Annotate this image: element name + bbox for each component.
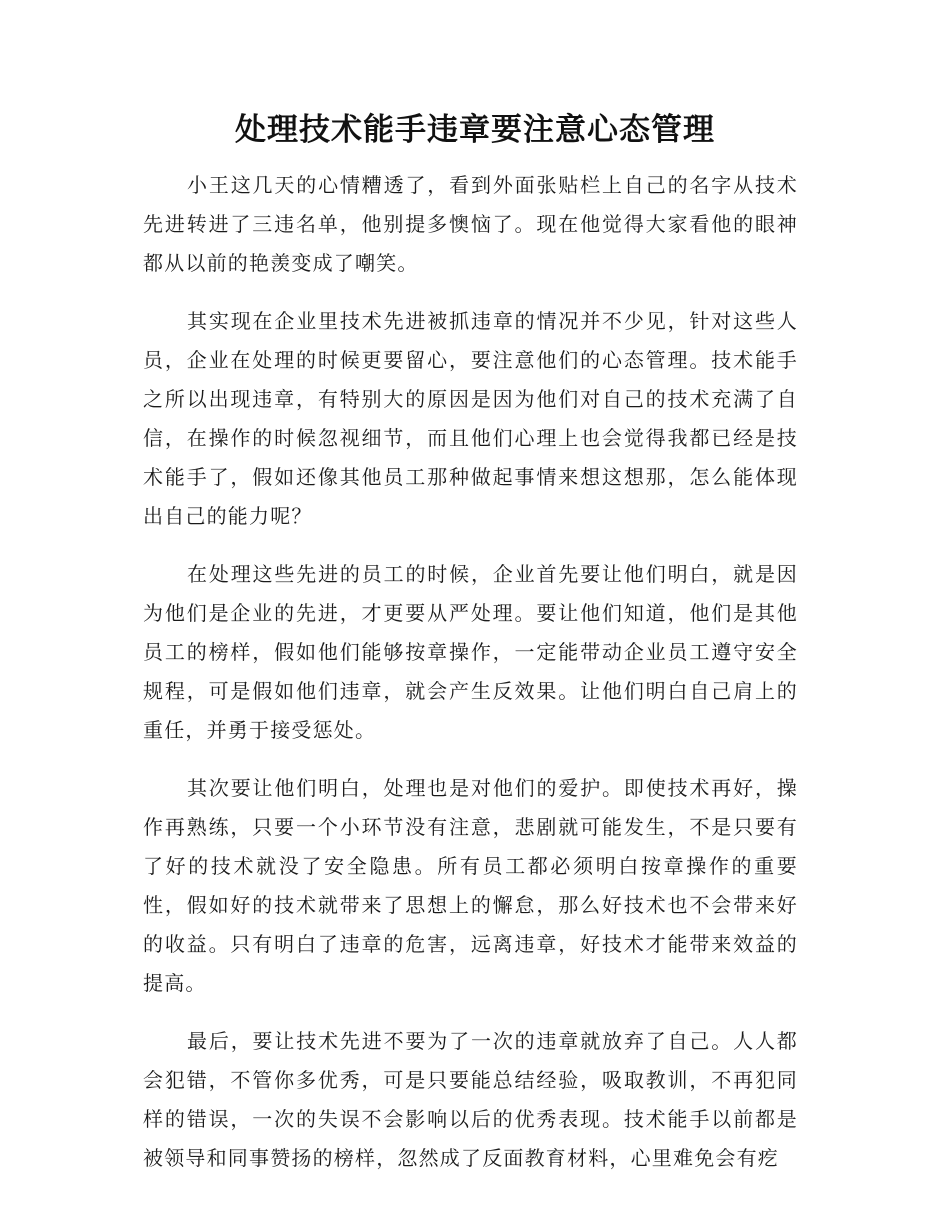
paragraph-1: 小王这几天的心情糟透了，看到外面张贴栏上自己的名字从技术先进转进了三违名单，他别提多懊恼了。现在他觉得大家看他的眼神都从以前的艳羡变成了嘲笑。 bbox=[143, 173, 798, 275]
document-title: 处理技术能手违章要注意心态管理 bbox=[235, 112, 715, 148]
paragraph-2: 其实现在企业里技术先进被抓违章的情况并不少见，针对这些人员，企业在处理的时候更要留心，要注意他们的心态管理。技术能手之所以出现违章，有特别大的原因是因为他们对自己的技术充满了自信，在操作的时候忽视细节，而且他们心理上也会觉得我都已经是技术能手了，假如还像其他员工那种做起事情来想这想那，怎么能体现出自己的能力呢？ bbox=[143, 309, 798, 528]
paragraph-5: 最后，要让技术先进不要为了一次的违章就放弃了自己。人人都会犯错，不管你多优秀，可是只要能总结经验，吸取教训，不再犯同样的错误，一次的失误不会影响以后的优秀表现。技术能手以前都是被领导和同事赞扬的榜样，忽然成了反面教育材料，心里难免会有疙 bbox=[143, 1029, 798, 1170]
paragraph-3: 在处理这些先进的员工的时候，企业首先要让他们明白，就是因为他们是企业的先进，才更要从严处理。要让他们知道，他们是其他员工的榜样，假如他们能够按章操作，一定能带动企业员工遵守安全规程，可是假如他们违章，就会产生反效果。让他们明白自己肩上的重任，并勇于接受惩处。 bbox=[143, 562, 798, 742]
document-body bbox=[143, 166, 798, 1197]
paragraph-4: 其次要让他们明白，处理也是对他们的爱护。即使技术再好，操作再熟练，只要一个小环节没有注意，悲剧就可能发生，不是只要有了好的技术就没了安全隐患。所有员工都必须明白按章操作的重要性，假如好的技术就带来了思想上的懈怠，那么好技术也不会带来好的收益。只有明白了违章的危害，远离违章，好技术才能带来效益的提高。 bbox=[143, 776, 798, 995]
